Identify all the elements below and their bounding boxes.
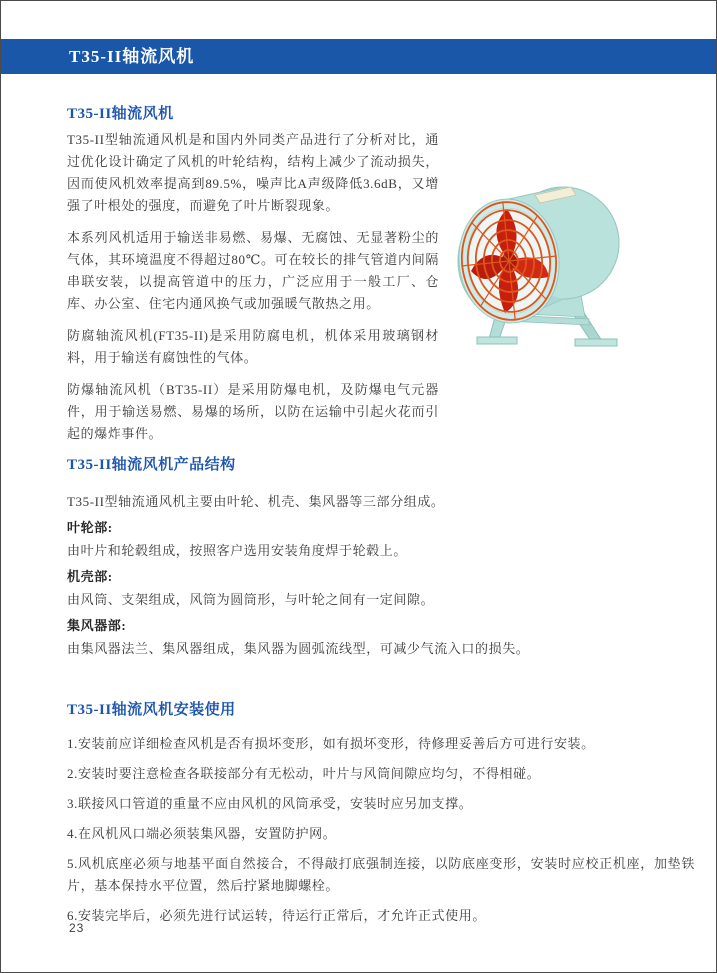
install-item: 3.联接风口管道的重量不应由风机的风筒承受，安装时应另加支撑。 <box>67 796 473 811</box>
page-header-bar <box>1 39 716 74</box>
overview-paragraphs <box>67 129 439 455</box>
install-item: 2.安装时要注意检查各联接部分有无松动，叶片与风筒间隙应均匀，不得相碰。 <box>67 766 541 781</box>
section-installation <box>67 698 695 935</box>
part-desc: 由叶片和轮毂组成，按照客户选用安装角度焊于轮毂上。 <box>67 543 408 558</box>
install-item: 1.安装前应详细检查风机是否有损坏变形，如有损坏变形，待修理妥善后方可进行安装。 <box>67 736 595 751</box>
section-title-structure: T35-II轴流风机产品结构 <box>67 457 236 473</box>
section-title-overview: T35-II轴流风机 <box>67 106 174 122</box>
body-paragraph: T35-II型轴流通风机是和国内外同类产品进行了分析对比，通过优化设计确定了风机的叶轮结构，结构上减少了流动损失，因而使风机效率提高到89.5%，噪声比A声级降低3.6dB，又增强了叶根处的强度，而避免了叶片断裂现象。 <box>67 132 439 213</box>
part-label: 叶轮部: <box>67 520 113 535</box>
part-label: 集风器部: <box>67 618 127 633</box>
axial-fan-illustration <box>449 167 621 351</box>
body-paragraph: 防爆轴流风机（BT35-II）是采用防爆电机，及防爆电气元器件，用于输送易燃、易爆的场所，以防在运输中引起火花而引起的爆炸事件。 <box>67 382 439 441</box>
part-desc: 由风筒、支架组成，风筒为圆筒形，与叶轮之间有一定间隙。 <box>67 592 435 607</box>
install-item: 4.在风机风口端必须装集风器，安置防护网。 <box>67 826 337 841</box>
structure-intro: T35-II型轴流通风机主要由叶轮、机壳、集风器等三部分组成。 <box>67 494 445 509</box>
body-paragraph: 本系列风机适用于输送非易燃、易爆、无腐蚀、无显著粉尘的气体，其环境温度不得超过80℃。可在较长的排气管道内间隔串联安装，以提高管道中的压力，广泛应用于一般工厂、仓库、办公室、住宅内通风换气或加强暖气散热之用。 <box>67 230 439 311</box>
install-item: 6.安装完毕后，必须先进行试运转，待运行正常后，才允许正式使用。 <box>67 908 486 923</box>
page-number: 23 <box>69 921 85 935</box>
page-header-title: T35-II轴流风机 <box>69 47 195 66</box>
part-desc: 由集风器法兰、集风器组成，集风器为圆弧流线型，可减少气流入口的损失。 <box>67 641 530 656</box>
body-paragraph: 防腐轴流风机(FT35-II)是采用防腐电机，机体采用玻璃钢材料，用于输送有腐蚀性的气体。 <box>67 328 439 365</box>
section-product-structure <box>67 453 667 661</box>
install-item: 5.风机底座必须与地基平面自然接合，不得敲打底强制连接，以防底座变形，安装时应校正机座，加垫铁片，基本保持水平位置，然后拧紧地脚螺栓。 <box>67 856 695 893</box>
part-label: 机壳部: <box>67 569 113 584</box>
section-title-installation: T35-II轴流风机安装使用 <box>67 702 236 718</box>
product-photo-axial-fan <box>449 167 621 351</box>
